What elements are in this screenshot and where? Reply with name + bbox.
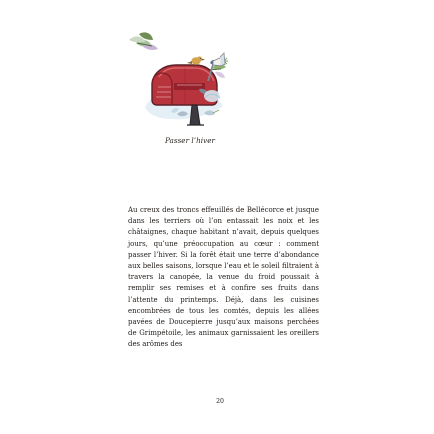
illustration-caption: Passer l’hiver — [164, 136, 216, 145]
page-number: 20 — [216, 398, 224, 405]
mailbox-illustration — [118, 30, 238, 135]
left-leaf-cluster — [129, 32, 158, 50]
chapter-body — [128, 205, 319, 351]
opening-paragraph: Au creux des troncs effeuillés de Bellécorce et jusque dans les terriers où l’on entassait les noix et les châtaignes, chaque habitant n’avait, depuis quelques jours, qu’une préoccupation au cœur : comment passer l’hiver. Si la forêt était une terre d’abondance aux belles saisons, lorsque l’eau et le soleil filtraient à travers la canopée, la venue du froid poussait à remplir ses remises et à confire ses fruits dans l’attente du printemps. Déjà, dans les cuisines encombrées de tous les comtés, depuis les allées pavées de Doucepierre jusqu’aux maisons perchées de Grimpétoile, les animaux garnissaient les oreillers des arômes des — [128, 206, 319, 349]
